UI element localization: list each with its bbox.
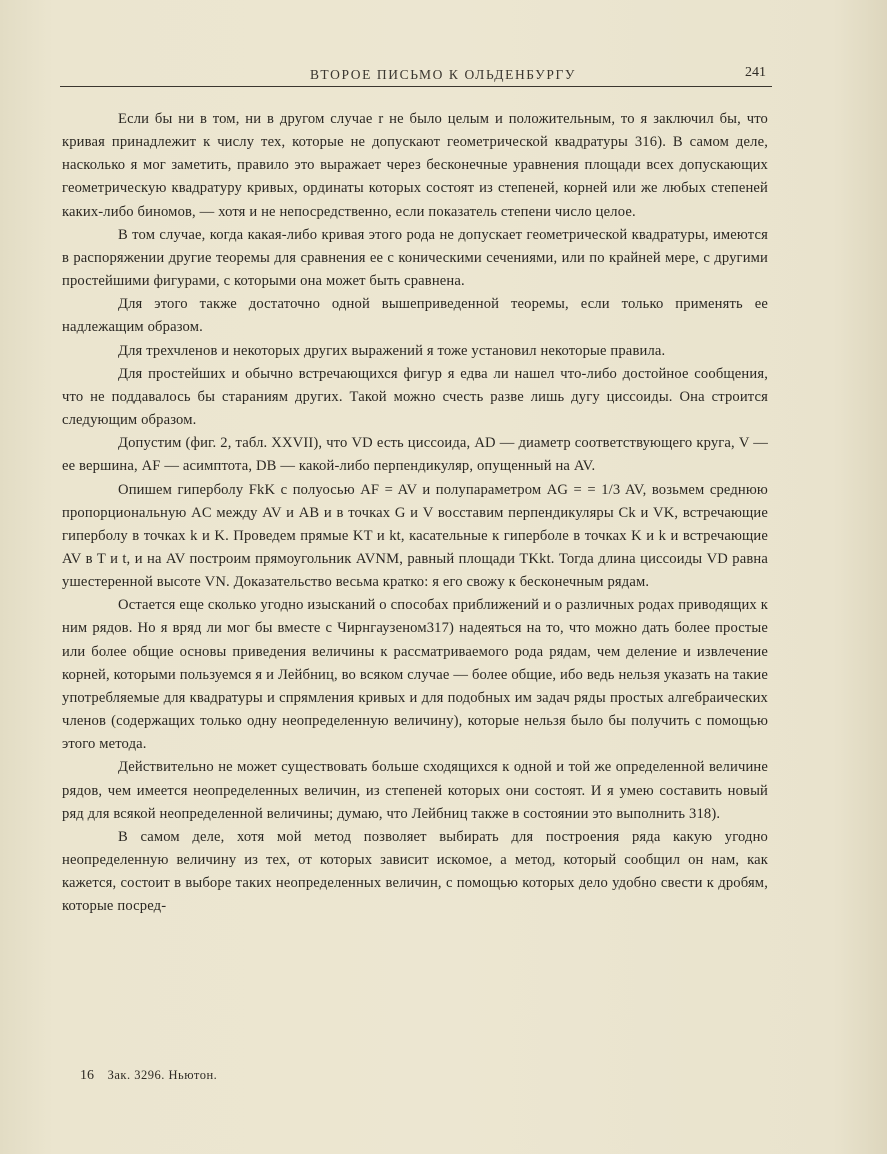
- paragraph: Остается еще сколько угодно изысканий о способах приближений и о различных родах приводящих к ним рядов. Но я вряд ли мог бы вместе с Чирнгаузеном317) надеяться на то, что можно дать более простые или более общие основы приведения величины к рассматриваемого рода рядам, чем деление и извлечение корней, которыми пользуемся я и Лейбниц, во всяком случае — более общие, ибо ведь нельзя указать на такие употребляемые для квадратуры и спрямления кривых и для подобных им задач ряды простых алгебраических членов (содержащих только одну неопределенную величину), которые нельзя было бы получить с помощью этого метода.: [62, 597, 768, 753]
- paragraph: Для трехчленов и некоторых других выражений я тоже установил некоторые правила.: [118, 342, 666, 359]
- page-header: [60, 56, 772, 87]
- paragraph: В том случае, когда какая-либо кривая этого рода не допускает геометрической квадратуры, имеются в распоряжении другие теоремы для сравнения ее с коническими сечениями, или по крайней мере, с другими простейшими фигурами, с которыми она может быть сравнена.: [62, 226, 768, 290]
- paragraph: Для простейших и обычно встречающихся фигур я едва ли нашел что-либо достойное сообщения, что не поддавалось бы стараниям других. Такой можно счесть разве лишь дугу циссоиды. Она строится следующим образом.: [62, 365, 768, 429]
- page-footer: [80, 1068, 217, 1084]
- page-number: 241: [745, 65, 766, 80]
- paragraph: Опишем гиперболу FkK с полуосью AF = AV и полупараметром AG = = 1/3 AV, возьмем среднюю пропорциональную AC между AV и AB и в точках G и V восставим перпендикуляры Ck и VK, встречающие гиперболу в точках k и K. Проведем прямые KT и kt, касательные к гиперболе в точках K и k и встречающие AV в T и t, и на AV построим прямоугольник AVNM, равный площади TKkt. Тогда длина циссоиды VD равна ушестеренной высоте VN. Доказательство весьма кратко: я его свожу к бесконечным рядам.: [62, 481, 768, 591]
- paragraph: Допустим (фиг. 2, табл. XXVII), что VD есть циссоида, AD — диаметр соответствующего круга, V — ее вершина, AF — асимптота, DB — какой-либо перпендикуляр, опущенный на AV.: [62, 435, 768, 475]
- body-text: [62, 108, 768, 918]
- signature-mark: 16: [80, 1068, 94, 1083]
- paragraph: Если бы ни в том, ни в другом случае r не было целым и положительным, то я заключил бы, что кривая принадлежит к числу тех, которые не допускают геометрической квадратуры 316). В самом деле, насколько я мог заметить, правило это выражает через бесконечные уравнения площади всех допускающих геометрическую квадратуру кривых, ординаты которых состоят из степеней, корней или же любых степеней каких-либо биномов, — хотя и не непосредственно, если показатель степени число целое.: [62, 111, 768, 220]
- paragraph: Действительно не может существовать больше сходящихся к одной и той же определенной величине рядов, чем имеется неопределенных величин, из степеней которых они состоят. И я умею составить новый ряд для всякой неопределенной величины; думаю, что Лейбниц также в состоянии это выполнить 318).: [62, 759, 768, 822]
- printing-note: Зак. 3296. Ньютон.: [107, 1068, 218, 1082]
- paragraph: Для этого также достаточно одной вышеприведенной теоремы, если только применять ее надлежащим образом.: [62, 296, 768, 336]
- paragraph: В самом деле, хотя мой метод позволяет выбирать для построения ряда какую угодно неопределенную величину из тех, от которых зависит искомое, а метод, который сообщил он нам, как кажется, состоит в выборе таких неопределенных величин, с помощью которых дело удобно свести к дробям, которые посред-: [62, 828, 768, 915]
- running-head: ВТОРОЕ ПИСЬМО К ОЛЬДЕНБУРГУ: [310, 67, 577, 82]
